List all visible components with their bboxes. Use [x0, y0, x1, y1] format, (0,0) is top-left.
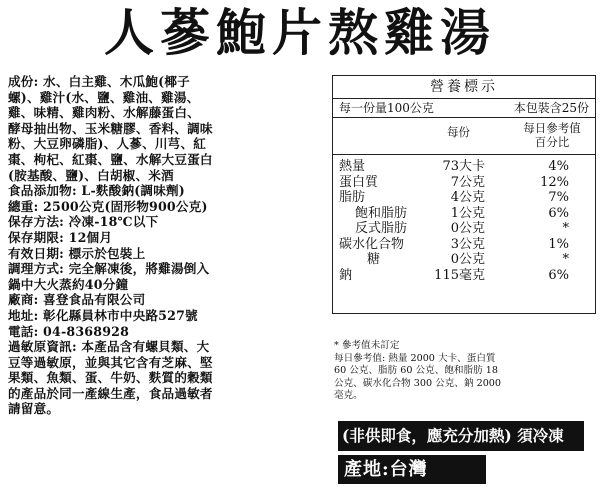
- nutrition-row: [333, 159, 595, 175]
- nutrition-label: [332, 75, 596, 314]
- daily-value-header-line1: 每日參考值: [523, 121, 581, 135]
- nutrient-name: 反式脂肪: [355, 221, 408, 236]
- nutrient-amount: 3公克: [450, 236, 485, 252]
- info-line: 保存期限: 12個月: [8, 229, 113, 245]
- heating-warning: (非供即食，應充分加熱) 須冷凍: [338, 421, 584, 451]
- info-line: 酵母抽出物、玉米糖膠、香料、調味: [8, 120, 213, 136]
- nutrition-column-headers: [333, 118, 595, 155]
- daily-value-header: [513, 121, 591, 149]
- nutrient-amount: 115毫克: [434, 267, 485, 283]
- nutrition-row: [333, 252, 595, 268]
- product-title: 人蔘鮑片熬雞湯: [104, 3, 496, 62]
- nutrient-name: 鈉: [339, 267, 353, 283]
- nutrient-name: 蛋白質: [339, 174, 379, 190]
- nutrient-name: 碳水化合物: [339, 236, 405, 252]
- info-line: 廠商: 喜登食品有限公司: [8, 292, 146, 308]
- nutrient-daily-value: 4%: [548, 159, 569, 174]
- nutrition-footnote: [334, 340, 596, 403]
- nutrient-amount: 0公克: [450, 252, 485, 267]
- info-line: 地址: 彰化縣員林市中央路527號: [8, 307, 198, 323]
- info-line: 請留意。: [8, 401, 60, 417]
- nutrition-title: 營養標示: [333, 76, 595, 99]
- info-line: 棗、枸杞、紅棗、鹽、水解大豆蛋白: [8, 151, 213, 167]
- info-line: 豆等過敏原，並與其它含有芝麻、堅: [8, 354, 213, 370]
- info-line: (胺基酸、鹽)、白胡椒、米酒: [8, 167, 174, 183]
- nutrition-row: [333, 175, 595, 191]
- ingredients-info: [8, 74, 323, 417]
- info-line: 的產品於同一產線生產，食品過敏者: [8, 385, 213, 401]
- nutrient-daily-value: *: [562, 221, 569, 236]
- nutrition-row: [333, 206, 595, 222]
- nutrition-row: [333, 268, 595, 284]
- info-line: 食品添加物: L-麩酸鈉(調味劑): [8, 183, 185, 199]
- info-line: 過敏原資訊: 本產品含有螺貝類、大: [8, 339, 210, 355]
- serving-info: [333, 99, 595, 118]
- nutrition-row: [333, 190, 595, 206]
- serving-size: 每一份量100公克: [339, 101, 434, 115]
- footnote-line: * 參考值未訂定: [334, 340, 400, 351]
- info-line: 粉、大豆卵磷脂)、人蔘、川芎、紅: [8, 136, 207, 152]
- nutrient-daily-value: *: [562, 252, 569, 267]
- nutrition-rows: [333, 155, 595, 283]
- info-line: 調理方式: 完全解凍後，將雞湯倒入: [8, 261, 210, 277]
- footnote-line: 毫克。: [334, 390, 363, 402]
- nutrient-name: 熱量: [339, 159, 366, 174]
- info-line: 成份: 水、白主雞、木瓜鮑(椰子: [8, 74, 190, 89]
- nutrient-daily-value: 12%: [540, 174, 569, 190]
- nutrient-amount: 1公克: [450, 205, 485, 221]
- info-line: 雞、味精、雞肉粉、水解藤蛋白、: [8, 105, 200, 121]
- nutrient-amount: 4公克: [450, 190, 485, 205]
- nutrient-daily-value: 6%: [548, 205, 569, 221]
- info-line: 總重: 2500公克(固形物900公克): [8, 198, 208, 214]
- per-serving-header: 每份: [447, 125, 470, 139]
- nutrition-row: [333, 237, 595, 253]
- info-line: 保存方法: 冷凍-18℃以下: [8, 214, 159, 230]
- info-line: 螺)、雞汁(水、鹽、雞油、雞湯、: [8, 89, 200, 105]
- footnote-line: 公克、碳水化合物 300 公克、鈉 2000: [334, 377, 502, 389]
- nutrient-amount: 7公克: [450, 174, 485, 190]
- footnote-line: 60 公克、脂肪 60 公克、飽和脂肪 18: [334, 365, 498, 377]
- footnote-line: 每日參考值: 熱量 2000 大卡、蛋白質: [334, 352, 496, 364]
- info-line: 有效日期: 標示於包裝上: [8, 245, 146, 261]
- nutrient-amount: 0公克: [450, 221, 485, 236]
- info-line: 鍋中大火蒸約40分鐘: [8, 276, 129, 292]
- nutrient-name: 糖: [367, 252, 381, 267]
- daily-value-header-line2: 百分比: [534, 135, 570, 149]
- nutrient-daily-value: 6%: [548, 267, 569, 283]
- nutrition-row: [333, 221, 595, 237]
- nutrient-name: 飽和脂肪: [355, 205, 408, 221]
- origin-label: 產地:台灣: [338, 455, 486, 484]
- nutrient-daily-value: 7%: [548, 190, 569, 205]
- info-line: 果類、魚類、蛋、牛奶、麩質的穀類: [8, 370, 213, 386]
- nutrient-amount: 73大卡: [442, 159, 485, 174]
- info-line: 電話: 04-8368928: [8, 323, 130, 339]
- nutrient-name: 脂肪: [339, 190, 366, 205]
- servings-per-package: 本包裝含25份: [513, 101, 589, 115]
- nutrient-daily-value: 1%: [548, 236, 569, 252]
